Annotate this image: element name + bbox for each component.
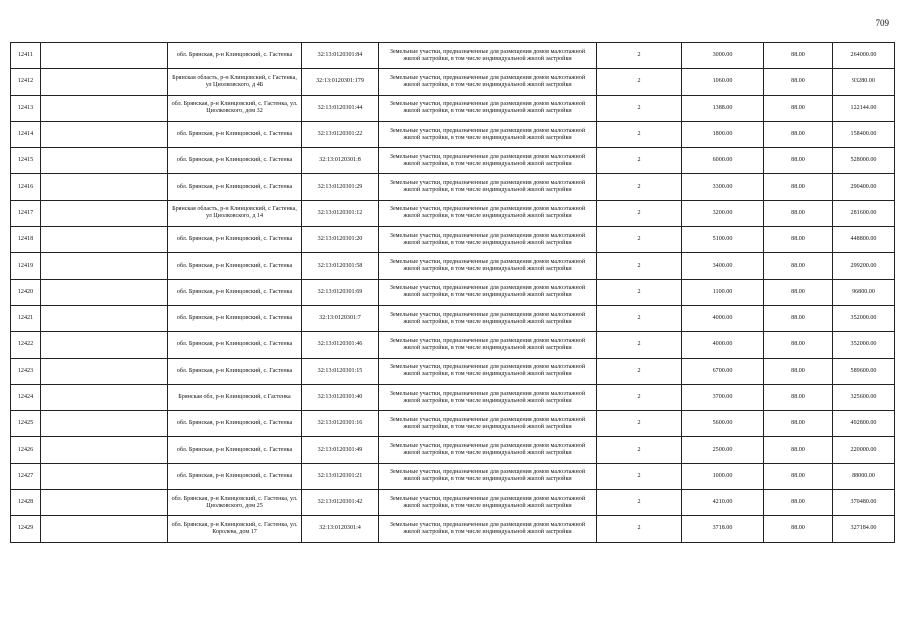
cell-empty xyxy=(41,227,168,253)
cell-empty xyxy=(41,463,168,489)
cell-land-use: Земельные участки, предназначенные для размещения домов малоэтажной жилой застройки, в том числе индивидуальной жилой застройки xyxy=(379,437,597,463)
cell-number: 12425 xyxy=(11,411,41,437)
cell-cadastral-number: 32:13:0120301:29 xyxy=(302,174,379,200)
cell-cadastral-number: 32:13:0120301:21 xyxy=(302,463,379,489)
cell-group: 2 xyxy=(597,253,682,279)
cell-number: 12428 xyxy=(11,490,41,516)
cell-empty xyxy=(41,279,168,305)
cell-number: 12427 xyxy=(11,463,41,489)
cell-cadastral-number: 32:13:0120301:8 xyxy=(302,148,379,174)
cell-area: 1100.00 xyxy=(682,279,764,305)
cell-land-use: Земельные участки, предназначенные для размещения домов малоэтажной жилой застройки, в том числе индивидуальной жилой застройки xyxy=(379,43,597,69)
cell-land-use: Земельные участки, предназначенные для размещения домов малоэтажной жилой застройки, в том числе индивидуальной жилой застройки xyxy=(379,279,597,305)
cell-cadastral-value: 88000.00 xyxy=(833,463,895,489)
cell-rate: 88.00 xyxy=(764,463,833,489)
cell-group: 2 xyxy=(597,279,682,305)
cell-rate: 88.00 xyxy=(764,69,833,95)
cell-address: обл. Брянская, р-н Клинцовский, с. Гастенка xyxy=(168,148,302,174)
cell-cadastral-number: 32:13:0120301:12 xyxy=(302,200,379,226)
cell-land-use: Земельные участки, предназначенные для размещения домов малоэтажной жилой застройки, в том числе индивидуальной жилой застройки xyxy=(379,69,597,95)
cell-cadastral-value: 492800.00 xyxy=(833,411,895,437)
cell-rate: 88.00 xyxy=(764,227,833,253)
cell-group: 2 xyxy=(597,358,682,384)
cell-land-use: Земельные участки, предназначенные для размещения домов малоэтажной жилой застройки, в том числе индивидуальной жилой застройки xyxy=(379,358,597,384)
cell-cadastral-number: 32:13:0120301:16 xyxy=(302,411,379,437)
cell-area: 4000.00 xyxy=(682,332,764,358)
cell-cadastral-value: 264000.00 xyxy=(833,43,895,69)
cell-land-use: Земельные участки, предназначенные для размещения домов малоэтажной жилой застройки, в том числе индивидуальной жилой застройки xyxy=(379,490,597,516)
cell-number: 12426 xyxy=(11,437,41,463)
cell-empty xyxy=(41,95,168,121)
cell-land-use: Земельные участки, предназначенные для размещения домов малоэтажной жилой застройки, в том числе индивидуальной жилой застройки xyxy=(379,305,597,331)
cell-address: Брянская область, р-н Клинцовский, с Гастенка, ул Циолковского, д 14 xyxy=(168,200,302,226)
cell-area: 3400.00 xyxy=(682,253,764,279)
cell-cadastral-number: 32:13:0120301:4 xyxy=(302,516,379,542)
cell-area: 1800.00 xyxy=(682,121,764,147)
cell-rate: 88.00 xyxy=(764,279,833,305)
cell-cadastral-number: 32:13:0120301:20 xyxy=(302,227,379,253)
cell-area: 3200.00 xyxy=(682,200,764,226)
table-row xyxy=(11,69,895,95)
cell-address: обл. Брянская, р-н Клинцовский, с. Гастенка xyxy=(168,279,302,305)
table-row xyxy=(11,490,895,516)
cell-number: 12412 xyxy=(11,69,41,95)
cell-group: 2 xyxy=(597,43,682,69)
cell-cadastral-number: 32:13:0120301:7 xyxy=(302,305,379,331)
cell-rate: 88.00 xyxy=(764,332,833,358)
cell-land-use: Земельные участки, предназначенные для размещения домов малоэтажной жилой застройки, в том числе индивидуальной жилой застройки xyxy=(379,200,597,226)
cell-cadastral-value: 96800.00 xyxy=(833,279,895,305)
cell-land-use: Земельные участки, предназначенные для размещения домов малоэтажной жилой застройки, в том числе индивидуальной жилой застройки xyxy=(379,174,597,200)
land-registry-table xyxy=(10,42,895,543)
cell-cadastral-value: 290400.00 xyxy=(833,174,895,200)
table-row xyxy=(11,384,895,410)
cell-rate: 88.00 xyxy=(764,200,833,226)
cell-land-use: Земельные участки, предназначенные для размещения домов малоэтажной жилой застройки, в том числе индивидуальной жилой застройки xyxy=(379,516,597,542)
cell-address: обл. Брянская, р-н Клинцовский, с. Гастенка xyxy=(168,437,302,463)
table-row xyxy=(11,305,895,331)
cell-address: обл. Брянская, р-н Клинцовский, с. Гастенка xyxy=(168,332,302,358)
cell-area: 1388.00 xyxy=(682,95,764,121)
cell-area: 5100.00 xyxy=(682,227,764,253)
cell-address: обл. Брянская, р-н Клинцовский, с. Гастенка xyxy=(168,305,302,331)
cell-cadastral-value: 448800.00 xyxy=(833,227,895,253)
cell-empty xyxy=(41,384,168,410)
cell-address: обл. Брянская, р-н Клинцовский, с. Гастенка xyxy=(168,121,302,147)
cell-rate: 88.00 xyxy=(764,516,833,542)
cell-land-use: Земельные участки, предназначенные для размещения домов малоэтажной жилой застройки, в том числе индивидуальной жилой застройки xyxy=(379,121,597,147)
cell-area: 3700.00 xyxy=(682,384,764,410)
cell-land-use: Земельные участки, предназначенные для размещения домов малоэтажной жилой застройки, в том числе индивидуальной жилой застройки xyxy=(379,95,597,121)
cell-cadastral-number: 32:13:0120301:44 xyxy=(302,95,379,121)
table-row xyxy=(11,253,895,279)
table-row xyxy=(11,121,895,147)
cell-rate: 88.00 xyxy=(764,305,833,331)
cell-cadastral-number: 32:13:0120301:49 xyxy=(302,437,379,463)
cell-group: 2 xyxy=(597,200,682,226)
cell-group: 2 xyxy=(597,332,682,358)
cell-number: 12424 xyxy=(11,384,41,410)
cell-cadastral-value: 589600.00 xyxy=(833,358,895,384)
cell-cadastral-number: 32:13:0120301:40 xyxy=(302,384,379,410)
cell-cadastral-value: 325600.00 xyxy=(833,384,895,410)
cell-area: 3000.00 xyxy=(682,43,764,69)
cell-cadastral-value: 352000.00 xyxy=(833,332,895,358)
cell-group: 2 xyxy=(597,516,682,542)
cell-area: 5600.00 xyxy=(682,411,764,437)
cell-number: 12420 xyxy=(11,279,41,305)
cell-address: обл. Брянская, р-н Клинцовский, с. Гастенка, ул. Королева, дом 17 xyxy=(168,516,302,542)
cell-land-use: Земельные участки, предназначенные для размещения домов малоэтажной жилой застройки, в том числе индивидуальной жилой застройки xyxy=(379,227,597,253)
cell-area: 3300.00 xyxy=(682,174,764,200)
cell-number: 12429 xyxy=(11,516,41,542)
cell-empty xyxy=(41,437,168,463)
cell-group: 2 xyxy=(597,384,682,410)
table-row xyxy=(11,95,895,121)
cell-address: обл. Брянская, р-н Клинцовский, с. Гастенка xyxy=(168,463,302,489)
cell-area: 1060.00 xyxy=(682,69,764,95)
cell-number: 12423 xyxy=(11,358,41,384)
cell-address: обл. Брянская, р-н Клинцовский, с. Гастенка, ул. Циолковского, дом 32 xyxy=(168,95,302,121)
cell-cadastral-number: 32:13:0120301:69 xyxy=(302,279,379,305)
cell-empty xyxy=(41,411,168,437)
table-row xyxy=(11,332,895,358)
cell-number: 12418 xyxy=(11,227,41,253)
cell-cadastral-number: 32:13:0120301:58 xyxy=(302,253,379,279)
cell-empty xyxy=(41,358,168,384)
cell-group: 2 xyxy=(597,69,682,95)
cell-land-use: Земельные участки, предназначенные для размещения домов малоэтажной жилой застройки, в том числе индивидуальной жилой застройки xyxy=(379,148,597,174)
cell-group: 2 xyxy=(597,174,682,200)
cell-rate: 88.00 xyxy=(764,490,833,516)
cell-cadastral-value: 370480.00 xyxy=(833,490,895,516)
cell-empty xyxy=(41,43,168,69)
cell-area: 4000.00 xyxy=(682,305,764,331)
cell-land-use: Земельные участки, предназначенные для размещения домов малоэтажной жилой застройки, в том числе индивидуальной жилой застройки xyxy=(379,411,597,437)
cell-group: 2 xyxy=(597,227,682,253)
cell-address: обл. Брянская, р-н Клинцовский, с. Гастенка xyxy=(168,358,302,384)
cell-group: 2 xyxy=(597,490,682,516)
cell-cadastral-value: 220000.00 xyxy=(833,437,895,463)
cell-empty xyxy=(41,174,168,200)
cell-cadastral-value: 93280.00 xyxy=(833,69,895,95)
cell-group: 2 xyxy=(597,411,682,437)
cell-number: 12416 xyxy=(11,174,41,200)
cell-rate: 88.00 xyxy=(764,174,833,200)
cell-group: 2 xyxy=(597,148,682,174)
cell-rate: 88.00 xyxy=(764,121,833,147)
cell-number: 12411 xyxy=(11,43,41,69)
cell-empty xyxy=(41,490,168,516)
cell-rate: 88.00 xyxy=(764,411,833,437)
cell-area: 1000.00 xyxy=(682,463,764,489)
cell-number: 12421 xyxy=(11,305,41,331)
cell-land-use: Земельные участки, предназначенные для размещения домов малоэтажной жилой застройки, в том числе индивидуальной жилой застройки xyxy=(379,384,597,410)
cell-cadastral-number: 32:13:0120301:179 xyxy=(302,69,379,95)
cell-address: обл. Брянская, р-н Клинцовский, с. Гастенка xyxy=(168,253,302,279)
cell-cadastral-number: 32:13:0120301:22 xyxy=(302,121,379,147)
cell-area: 3718.00 xyxy=(682,516,764,542)
cell-group: 2 xyxy=(597,95,682,121)
cell-area: 4210.00 xyxy=(682,490,764,516)
cell-address: Брянская обл, р-н Клинцовский, с Гастенка xyxy=(168,384,302,410)
cell-group: 2 xyxy=(597,437,682,463)
table-body xyxy=(11,43,895,543)
cell-empty xyxy=(41,253,168,279)
cell-cadastral-value: 528000.00 xyxy=(833,148,895,174)
cell-number: 12414 xyxy=(11,121,41,147)
cell-empty xyxy=(41,332,168,358)
cell-rate: 88.00 xyxy=(764,384,833,410)
cell-number: 12415 xyxy=(11,148,41,174)
table-row xyxy=(11,200,895,226)
table-row xyxy=(11,411,895,437)
table-row xyxy=(11,148,895,174)
cell-empty xyxy=(41,516,168,542)
cell-area: 6000.00 xyxy=(682,148,764,174)
cell-cadastral-number: 32:13:0120301:46 xyxy=(302,332,379,358)
cell-rate: 88.00 xyxy=(764,43,833,69)
cell-number: 12419 xyxy=(11,253,41,279)
cell-address: обл. Брянская, р-н Клинцовский, с. Гастенка xyxy=(168,43,302,69)
cell-cadastral-value: 299200.00 xyxy=(833,253,895,279)
cell-area: 6700.00 xyxy=(682,358,764,384)
cell-cadastral-number: 32:13:0120301:42 xyxy=(302,490,379,516)
cell-rate: 88.00 xyxy=(764,148,833,174)
cell-group: 2 xyxy=(597,121,682,147)
table-row xyxy=(11,43,895,69)
cell-cadastral-value: 281600.00 xyxy=(833,200,895,226)
table-row xyxy=(11,463,895,489)
cell-empty xyxy=(41,121,168,147)
cell-address: обл. Брянская, р-н Клинцовский, с. Гастенка xyxy=(168,174,302,200)
cell-address: обл. Брянская, р-н Клинцовский, с. Гастенка xyxy=(168,227,302,253)
cell-land-use: Земельные участки, предназначенные для размещения домов малоэтажной жилой застройки, в том числе индивидуальной жилой застройки xyxy=(379,253,597,279)
cell-address: обл. Брянская, р-н Клинцовский, с. Гастенка xyxy=(168,411,302,437)
cell-cadastral-value: 352000.00 xyxy=(833,305,895,331)
cell-rate: 88.00 xyxy=(764,437,833,463)
table-row xyxy=(11,174,895,200)
cell-empty xyxy=(41,69,168,95)
cell-land-use: Земельные участки, предназначенные для размещения домов малоэтажной жилой застройки, в том числе индивидуальной жилой застройки xyxy=(379,463,597,489)
cell-cadastral-value: 158400.00 xyxy=(833,121,895,147)
table-row xyxy=(11,279,895,305)
cell-number: 12422 xyxy=(11,332,41,358)
cell-cadastral-value: 122144.00 xyxy=(833,95,895,121)
cell-rate: 88.00 xyxy=(764,95,833,121)
cell-group: 2 xyxy=(597,463,682,489)
cell-empty xyxy=(41,200,168,226)
cell-area: 2500.00 xyxy=(682,437,764,463)
cell-cadastral-value: 327184.00 xyxy=(833,516,895,542)
table-row xyxy=(11,437,895,463)
page-number: 709 xyxy=(875,18,889,28)
table-row xyxy=(11,227,895,253)
cell-cadastral-number: 32:13:0120301:15 xyxy=(302,358,379,384)
cell-empty xyxy=(41,148,168,174)
cell-rate: 88.00 xyxy=(764,253,833,279)
cell-number: 12417 xyxy=(11,200,41,226)
cell-group: 2 xyxy=(597,305,682,331)
cell-cadastral-number: 32:13:0120301:84 xyxy=(302,43,379,69)
cell-address: обл. Брянская, р-н Клинцовский, с. Гастенка, ул. Циолковского, дом 25 xyxy=(168,490,302,516)
cell-empty xyxy=(41,305,168,331)
cell-rate: 88.00 xyxy=(764,358,833,384)
table-row xyxy=(11,358,895,384)
table-row xyxy=(11,516,895,542)
cell-land-use: Земельные участки, предназначенные для размещения домов малоэтажной жилой застройки, в том числе индивидуальной жилой застройки xyxy=(379,332,597,358)
cell-address: Брянская область, р-н Клинцовский, с Гастенка, ул Циолковского, д 4Б xyxy=(168,69,302,95)
cell-number: 12413 xyxy=(11,95,41,121)
